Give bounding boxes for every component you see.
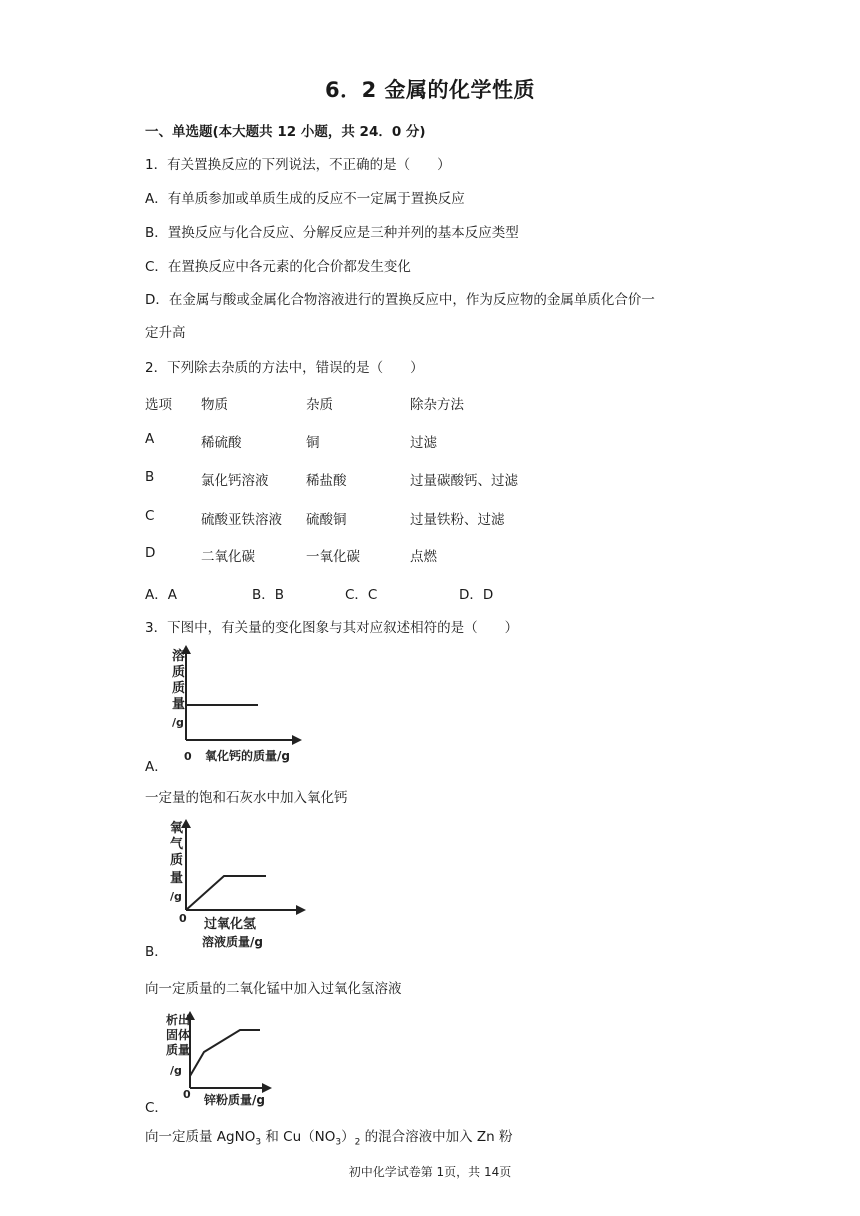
- table-cell: B: [145, 469, 155, 485]
- chart-a-ylabel-1: 溶: [172, 649, 186, 664]
- chart-c-ylabel-1: 析出: [166, 1013, 191, 1027]
- q1-option-b: B．置换反应与化合反应、分解反应是三种并列的基本反应类型: [145, 225, 519, 241]
- chart-b-svg: [150, 816, 310, 952]
- table-cell: 铜: [306, 435, 320, 451]
- table-cell: 过滤: [410, 435, 437, 451]
- table-cell: 稀盐酸: [306, 473, 347, 489]
- table-cell: 稀硫酸: [201, 435, 242, 451]
- table-header-option: 选项: [145, 397, 172, 413]
- chart-c-xlabel: 锌粉质量/g: [204, 1093, 265, 1107]
- table-cell: 氯化钙溶液: [201, 473, 269, 489]
- table-cell: 过量碳酸钙、过滤: [410, 473, 518, 489]
- chart-b-ylabel-1: 氧: [170, 821, 184, 836]
- table-cell: 硫酸铜: [306, 512, 347, 528]
- table-header-method: 除杂方法: [410, 397, 464, 413]
- chart-b-series-line: [186, 876, 266, 910]
- chart-c-origin: 0: [183, 1088, 191, 1101]
- q3-option-b-desc: 向一定质量的二氧化锰中加入过氧化氢溶液: [145, 981, 402, 997]
- q3-option-c-sub: 3: [335, 1137, 342, 1148]
- q1-option-d: D．在金属与酸或金属化合物溶液进行的置换反应中，作为反应物的金属单质化合价一: [145, 292, 655, 308]
- q3-chart-b: [150, 816, 310, 956]
- page-title: 6．2 金属的化学性质: [324, 78, 536, 102]
- table-header-impurity: 杂质: [306, 397, 333, 413]
- chart-c-svg: [150, 1008, 310, 1108]
- chart-a-origin: 0: [184, 750, 192, 763]
- q3-option-c-sub: 3: [255, 1137, 262, 1148]
- q1-option-a: A．有单质参加或单质生成的反应不一定属于置换反应: [145, 191, 465, 207]
- q2-answer-b: B．B: [252, 587, 285, 603]
- q2-answer-d: D．D: [459, 587, 494, 603]
- table-cell: 二氧化碳: [201, 549, 255, 565]
- chart-b-xlabel-line2: 溶液质量/g: [202, 935, 263, 949]
- chart-a-x-arrow: [292, 735, 302, 745]
- chart-b-xlabel-line1: 过氧化氢: [204, 917, 257, 932]
- table-cell: 一氧化碳: [306, 549, 360, 565]
- q3-option-c-desc-part: 和 Cu（NO: [261, 1129, 336, 1145]
- chart-a-xlabel: 氧化钙的质量/g: [205, 749, 290, 763]
- chart-c-x-arrow: [262, 1083, 272, 1093]
- q3-option-c-desc-part: ）: [341, 1129, 355, 1145]
- q3-chart-c: [150, 1008, 310, 1112]
- q1-option-c: C．在置换反应中各元素的化合价都发生变化: [145, 259, 411, 275]
- q3-option-c-letter: C．: [145, 1100, 168, 1116]
- q3-option-c-sub: 2: [354, 1137, 361, 1148]
- page-footer: 初中化学试卷第 1页，共 14页: [348, 1165, 512, 1179]
- q1-stem: 1．有关置换反应的下列说法，不正确的是（ ）: [145, 157, 451, 173]
- chart-b-ylabel-unit: /g: [170, 890, 182, 903]
- q2-stem: 2．下列除去杂质的方法中，错误的是（ ）: [145, 360, 424, 376]
- table-cell: 点燃: [410, 549, 437, 565]
- chart-b-ylabel-4: 量: [170, 871, 184, 886]
- chart-b-ylabel-3: 质: [170, 853, 184, 868]
- q2-answer-c: C．C: [345, 587, 378, 603]
- chart-b-origin: 0: [179, 912, 187, 925]
- table-header-substance: 物质: [201, 397, 228, 413]
- table-cell: 硫酸亚铁溶液: [201, 512, 282, 528]
- table-cell: C: [145, 508, 155, 524]
- q3-option-b-letter: B．: [145, 944, 168, 960]
- q3-option-c-desc: [145, 1125, 513, 1148]
- chart-c-series-line: [190, 1030, 260, 1076]
- chart-a-ylabel-4: 量: [172, 697, 186, 712]
- q3-stem: 3．下图中，有关量的变化图象与其对应叙述相符的是（ ）: [145, 620, 519, 636]
- q1-option-d-continued: 定升高: [145, 325, 186, 341]
- table-cell: D: [145, 545, 156, 561]
- section-header: 一、单选题(本大题共 12 小题，共 24．0 分): [145, 124, 426, 140]
- table-cell: A: [145, 431, 155, 447]
- chart-c-ylabel-3: 质量: [166, 1043, 191, 1057]
- chart-a-svg: [150, 644, 310, 772]
- q3-chart-a: [150, 644, 310, 776]
- chart-b-x-arrow: [296, 905, 306, 915]
- chart-a-ylabel-unit: /g: [172, 716, 184, 729]
- chart-c-ylabel-unit: /g: [170, 1064, 182, 1077]
- chart-a-ylabel-3: 质: [172, 681, 186, 696]
- table-cell: 过量铁粉、过滤: [410, 512, 505, 528]
- q3-option-a-letter: A．: [145, 759, 168, 775]
- q3-option-a-desc: 一定量的饱和石灰水中加入氧化钙: [145, 790, 348, 806]
- q3-option-c-desc-part: 向一定质量 AgNO: [145, 1129, 256, 1145]
- q2-answer-a: A．A: [145, 587, 177, 603]
- chart-a-ylabel-2: 质: [172, 665, 186, 680]
- q3-option-c-desc-part: 的混合溶液中加入 Zn 粉: [360, 1129, 513, 1145]
- chart-b-ylabel-2: 气: [170, 837, 184, 852]
- chart-c-ylabel-2: 固体: [166, 1028, 191, 1042]
